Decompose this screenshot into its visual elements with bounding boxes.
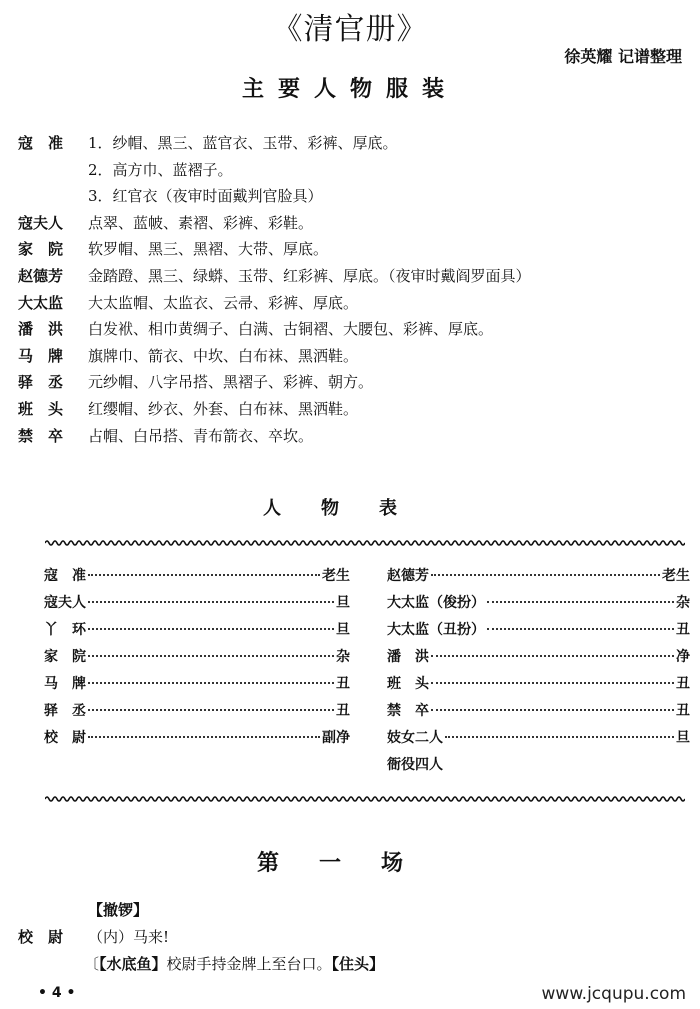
costume-items: 点翠、蓝帔、素褶、彩裤、彩鞋。: [88, 213, 314, 232]
stage-cue: 【撤锣】: [88, 901, 149, 919]
leader-dots: [88, 655, 334, 657]
role-type: 副净: [322, 730, 350, 746]
leader-dots: [88, 682, 334, 684]
character-name: 家 院: [18, 240, 64, 259]
wavy-divider-top: [45, 538, 685, 548]
cast-row: [44, 700, 350, 724]
speaker-name: 校 尉: [18, 928, 64, 946]
cast-name: 赵德芳: [387, 568, 429, 584]
cast-name: 家 院: [44, 649, 86, 665]
role-type: 丑: [676, 703, 690, 719]
costume-row: [18, 425, 688, 451]
cast-row: [387, 565, 690, 589]
cast-name: 校 尉: [44, 730, 86, 746]
cast-row: [387, 619, 690, 643]
leader-dots: [487, 628, 674, 630]
costume-row: [18, 238, 688, 264]
cast-name: 丫 环: [44, 622, 86, 638]
character-name: 赵德芳: [18, 267, 64, 285]
costume-items: 软罗帽、黑三、黑褶、大带、厚底。: [88, 240, 329, 259]
character-name: 马 牌: [18, 346, 64, 365]
costume-row: [18, 398, 688, 424]
cast-name: 潘 洪: [387, 649, 429, 665]
direction-text: 校尉手持金牌上至台口。: [166, 955, 332, 973]
costume-items: 旗牌巾、箭衣、中坎、白布袜、黑洒鞋。: [88, 346, 359, 365]
role-type: 净: [676, 649, 690, 665]
document-title: 《清官册》: [272, 12, 428, 47]
direction-bracket: 〔: [84, 955, 100, 973]
cast-name: 大太监（俊扮）: [387, 595, 485, 611]
cast-row: [387, 592, 690, 616]
leader-dots: [88, 709, 334, 711]
cast-row: [44, 673, 350, 697]
leader-dots: [431, 682, 674, 684]
costume-items: 2．高方巾、蓝褶子。: [88, 160, 233, 179]
cast-name: 班 头: [387, 676, 429, 692]
character-name: 大太监: [18, 293, 64, 312]
role-type: 老生: [662, 568, 690, 584]
costume-items: 红缨帽、纱衣、外套、白布袜、黑洒鞋。: [88, 400, 359, 418]
wavy-divider-bottom: [45, 794, 685, 804]
leader-dots: [88, 601, 334, 603]
arranger-credit: 徐英耀 记谱整理: [564, 47, 682, 66]
character-name: 禁 卒: [18, 426, 64, 445]
cast-name: 寇 准: [44, 568, 86, 584]
costume-items: 大太监帽、太监衣、云帚、彩裤、厚底。: [88, 293, 359, 312]
cast-name: 驿 丞: [44, 703, 86, 719]
costume-row: [18, 212, 688, 238]
leader-dots: [445, 736, 674, 738]
costume-row: [18, 265, 688, 291]
cast-row: [44, 565, 350, 589]
costume-row: [18, 371, 688, 397]
cast-name: 大太监（丑扮）: [387, 622, 485, 638]
role-type: 丑: [676, 676, 690, 692]
watermark: www.jcqupu.com: [541, 984, 686, 1004]
costume-row: [18, 318, 688, 344]
costume-items: 金踏蹬、黑三、绿蟒、玉带、红彩裤、厚底。（夜审时戴阎罗面具）: [88, 267, 531, 285]
costume-items: 占帽、白吊搭、青布箭衣、卒坎。: [88, 426, 314, 445]
role-type: 旦: [676, 730, 690, 746]
cast-row: [44, 646, 350, 670]
cast-row: [387, 673, 690, 697]
costume-items: 1．纱帽、黑三、蓝官衣、玉带、彩裤、厚底。: [88, 134, 398, 152]
cast-row: [387, 727, 690, 751]
leader-dots: [88, 574, 320, 576]
cast-row: [387, 646, 690, 670]
costume-section-title: 主要人物服装: [241, 77, 458, 102]
leader-dots: [431, 655, 674, 657]
cast-name: 禁 卒: [387, 703, 429, 719]
costume-row: [18, 159, 688, 185]
cast-row: [44, 727, 350, 751]
page-number: • 4 •: [38, 985, 76, 1001]
costume-row: [18, 345, 688, 371]
spoken-line: （内）马来!: [88, 928, 170, 946]
costume-row: [18, 185, 688, 211]
role-type: 丑: [336, 676, 350, 692]
costume-row: [18, 132, 688, 158]
cast-row: [387, 754, 690, 778]
character-name: 潘 洪: [18, 320, 64, 339]
costume-row: [18, 292, 688, 318]
cast-section-title: 人物表: [263, 498, 437, 519]
character-name: 寇夫人: [18, 213, 64, 232]
scene-title: 第一场: [256, 851, 443, 876]
role-type: 旦: [336, 622, 350, 638]
leader-dots: [487, 601, 674, 603]
cast-name: 衙役四人: [387, 757, 443, 773]
character-name: 驿 丞: [18, 373, 64, 392]
cast-row: [44, 592, 350, 616]
role-type: 杂: [336, 649, 350, 665]
costume-items: 白发袱、相巾黄绸子、白满、古铜褶、大腰包、彩裤、厚底。: [88, 320, 494, 339]
leader-dots: [88, 628, 334, 630]
cast-name: 寇夫人: [44, 595, 86, 611]
costume-items: 3．红官衣（夜审时面戴判官脸具）: [88, 187, 323, 206]
leader-dots: [431, 709, 674, 711]
leader-dots: [431, 574, 660, 576]
stage-direction: [84, 953, 384, 974]
leader-dots: [88, 736, 320, 738]
costume-items: 元纱帽、八字吊搭、黑褶子、彩裤、朝方。: [88, 373, 374, 392]
cast-name: 马 牌: [44, 676, 86, 692]
character-name: 寇 准: [18, 134, 64, 152]
role-type: 旦: [336, 595, 350, 611]
role-type: 杂: [676, 595, 690, 611]
cast-row: [387, 700, 690, 724]
music-cue-end: 【住头】: [331, 955, 385, 973]
character-name: 班 头: [18, 400, 64, 418]
cast-name: 妓女二人: [387, 730, 443, 746]
role-type: 丑: [676, 622, 690, 638]
cast-row: [44, 619, 350, 643]
role-type: 丑: [336, 703, 350, 719]
role-type: 老生: [322, 568, 350, 584]
music-cue: 【水底鱼】: [99, 955, 167, 973]
